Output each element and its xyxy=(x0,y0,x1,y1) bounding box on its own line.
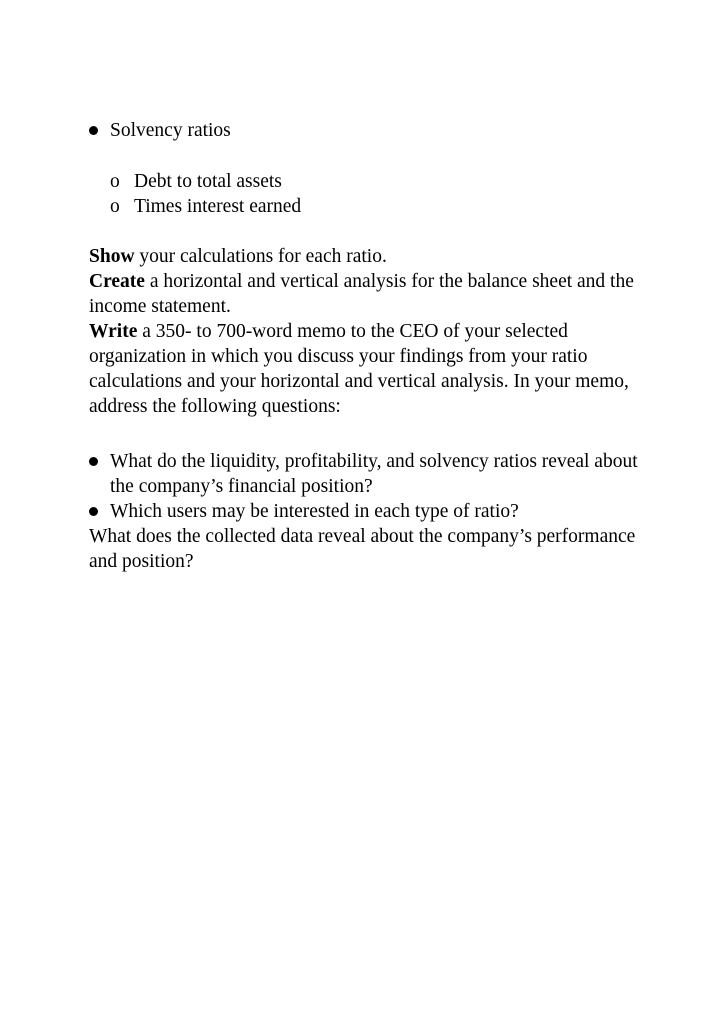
bullet-dot-icon xyxy=(89,507,98,516)
bullet-dot-icon xyxy=(89,457,98,466)
question-bullet xyxy=(89,449,649,499)
instruction-text: a horizontal and vertical analysis for the balance sheet and the income statement. xyxy=(89,271,634,317)
circle-bullet-icon: o xyxy=(110,171,120,192)
sub-item-text: Times interest earned xyxy=(134,196,302,217)
bullet-dot-icon xyxy=(89,126,98,135)
instruction-create xyxy=(89,269,649,319)
closing-question xyxy=(89,524,649,574)
instruction-show xyxy=(89,244,649,269)
instruction-keyword: Write xyxy=(89,321,138,342)
question-text: Which users may be interested in each type of ratio? xyxy=(110,501,519,522)
circle-bullet-icon: o xyxy=(110,196,120,217)
instruction-keyword: Create xyxy=(89,271,145,292)
instruction-write xyxy=(89,319,649,419)
question-text: What do the liquidity, profitability, and solvency ratios reveal about the company’s financial position? xyxy=(110,451,638,497)
instruction-keyword: Show xyxy=(89,246,135,267)
closing-text: What does the collected data reveal about the company’s performance and position? xyxy=(89,526,636,572)
sub-item-text: Debt to total assets xyxy=(134,171,282,192)
instruction-text: your calculations for each ratio. xyxy=(134,246,387,267)
instructions-block xyxy=(89,244,649,419)
instruction-text: a 350- to 700-word memo to the CEO of your selected organization in which you discuss your findings from your ratio calculations and your horizontal and vertical analysis. In your memo, address the following questions: xyxy=(89,321,629,417)
bullet-text: Solvency ratios xyxy=(110,120,231,141)
